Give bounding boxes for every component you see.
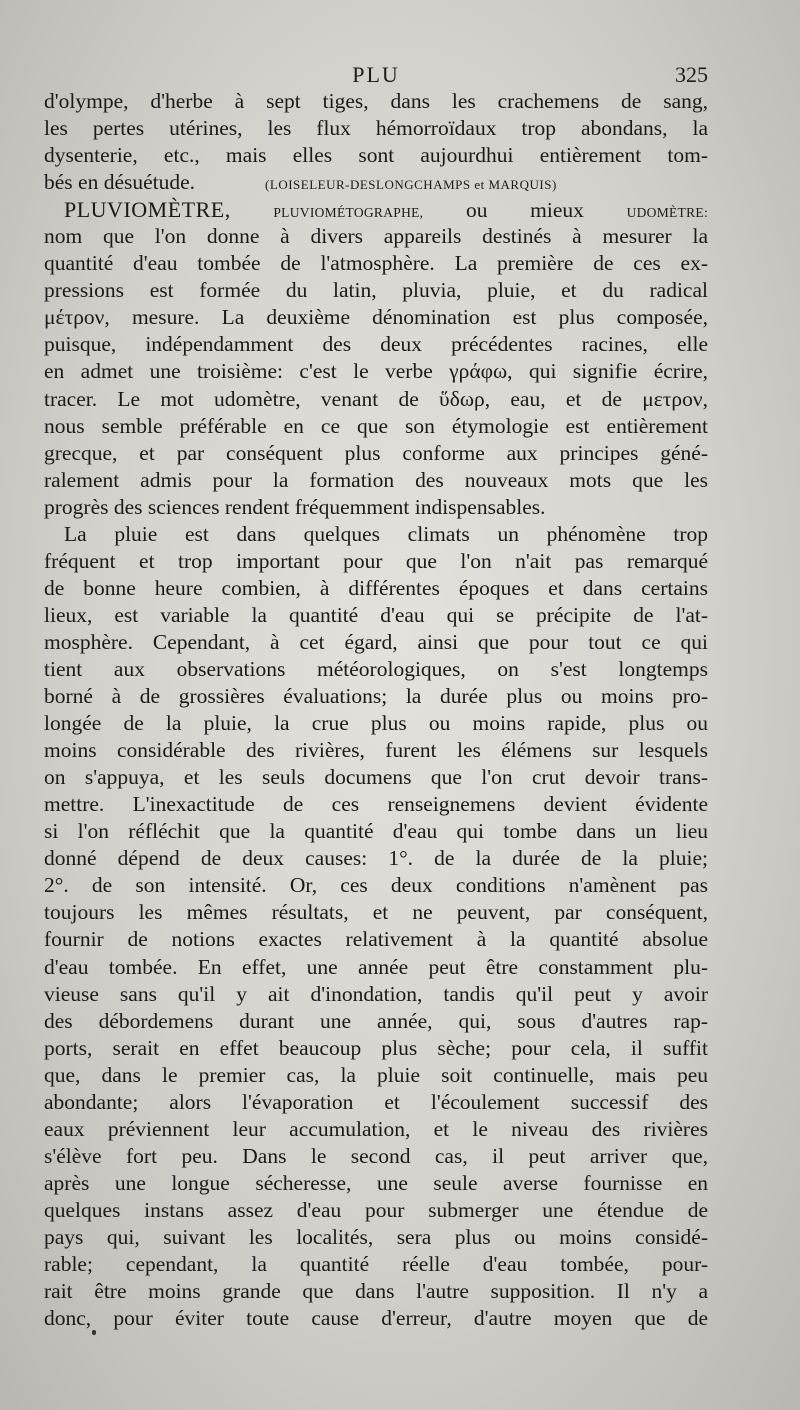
text-line: progrès des sciences rendent fréquemment indispensables.: [44, 494, 546, 519]
text-line: rable; cependant, la quantité réelle d'eau tombée, pour-: [44, 1252, 708, 1277]
text-line: en admet une troisième: c'est le verbe γράφω, qui signifie écrire,: [44, 359, 708, 384]
text-line: bés en désuétude. (LOISELEUR-DESLONGCHAMPS et MARQUIS): [44, 170, 557, 195]
text-line: de bonne heure combien, à différentes époques et dans certains: [44, 575, 708, 600]
text-line: fournir de notions exactes relativement à la quantité absolue: [44, 927, 708, 952]
text-line: eaux préviennent leur accumulation, et le niveau des rivières: [44, 1116, 708, 1141]
text-line: quelques instans assez d'eau pour submerger une étendue de: [44, 1197, 708, 1222]
text-line: si l'on réfléchit que la quantité d'eau qui tombe dans un lieu: [44, 819, 708, 844]
text-line: μέτρον, mesure. La deuxième dénomination est plus composée,: [44, 305, 708, 330]
text-line: longée de la pluie, la crue plus ou moins rapide, plus ou: [44, 711, 708, 736]
text-line: lieux, est variable la quantité d'eau qui se précipite de l'at-: [44, 602, 708, 627]
text-line: borné à de grossières évaluations; la durée plus ou moins pro-: [44, 684, 708, 709]
text-line: nous semble préférable en ce que son étymologie est entièrement: [44, 413, 708, 438]
text-line: ralement admis pour la formation des nouveaux mots que les: [44, 467, 708, 492]
text-line: tracer. Le mot udomètre, venant de ὕδωρ, eau, et de μετρον,: [44, 386, 708, 411]
page-number: 325: [675, 62, 708, 87]
ink-speck: [92, 1330, 96, 1335]
headword: PLUVIOMÈTRE,: [64, 197, 231, 223]
text-line: que, dans le premier cas, la pluie soit continuelle, mais peu: [44, 1062, 708, 1087]
text-line: rait être moins grande que dans l'autre supposition. Il n'y a: [44, 1279, 708, 1304]
text-line: on s'appuya, et les seuls documens que l'on crut devoir trans-: [44, 765, 708, 790]
text-line: mettre. L'inexactitude de ces renseignemens devient évidente: [44, 792, 708, 817]
text-line: mosphère. Cependant, à cet égard, ainsi que pour tout ce qui: [44, 629, 708, 654]
text-line: donc, pour éviter toute cause d'erreur, d'autre moyen que de: [44, 1306, 708, 1331]
text-line: donné dépend de deux causes: 1°. de la durée de la pluie;: [44, 846, 708, 871]
text-line: vieuse sans qu'il y ait d'inondation, tandis qu'il peut y avoir: [44, 981, 708, 1006]
text-line: s'élève fort peu. Dans le second cas, il peut arriver que,: [44, 1143, 708, 1168]
text-line: tient aux observations météorologiques, on s'est longtemps: [44, 656, 708, 681]
entry-headline: PLUVIOMÈTRE, PLUVIOMÉTOGRAPHE, ou mieux UDOMÈTRE:: [64, 197, 709, 223]
text-line: d'eau tombée. En effet, une année peut être constamment plu-: [44, 954, 708, 979]
text-line: ports, serait en effet beaucoup plus sèche; pour cela, il suffit: [44, 1035, 708, 1060]
text-line: moins considérable des rivières, furent les élémens sur lesquels: [44, 738, 708, 763]
text-line: abondante; alors l'évaporation et l'écoulement successif des: [44, 1089, 708, 1114]
text-line: puisque, indépendamment des deux précédentes racines, elle: [44, 332, 708, 357]
text-line: fréquent et trop important pour que l'on n'ait pas remarqué: [44, 548, 708, 573]
author-attribution: (LOISELEUR-DESLONGCHAMPS et MARQUIS): [265, 177, 557, 193]
body-text: [44, 88, 708, 1332]
running-head: PLU: [352, 62, 400, 87]
text-line: pays qui, suivant les localités, sera plus ou moins considé-: [44, 1224, 708, 1249]
text-line: grecque, et par conséquent plus conforme aux principes géné-: [44, 440, 708, 465]
text-line: après une longue sécheresse, une seule averse fournisse en: [44, 1170, 708, 1195]
text-line: les pertes utérines, les flux hémorroïdaux trop abondans, la: [44, 116, 708, 141]
text-line: La pluie est dans quelques climats un phénomène trop: [64, 521, 708, 546]
text-line: nom que l'on donne à divers appareils destinés à mesurer la: [44, 224, 708, 249]
text-line: quantité d'eau tombée de l'atmosphère. La première de ces ex-: [44, 251, 708, 276]
text-line: dysenterie, etc., mais elles sont aujourdhui entièrement tom-: [44, 143, 708, 168]
text-line: toujours les mêmes résultats, et ne peuvent, par conséquent,: [44, 900, 708, 925]
text-line: des débordemens durant une année, qui, sous d'autres rap-: [44, 1008, 708, 1033]
text-line: pressions est formée du latin, pluvia, pluie, et du radical: [44, 278, 708, 303]
text-line: 2°. de son intensité. Or, ces deux conditions n'amènent pas: [44, 873, 708, 898]
text-line: d'olympe, d'herbe à sept tiges, dans les crachemens de sang,: [44, 89, 708, 113]
